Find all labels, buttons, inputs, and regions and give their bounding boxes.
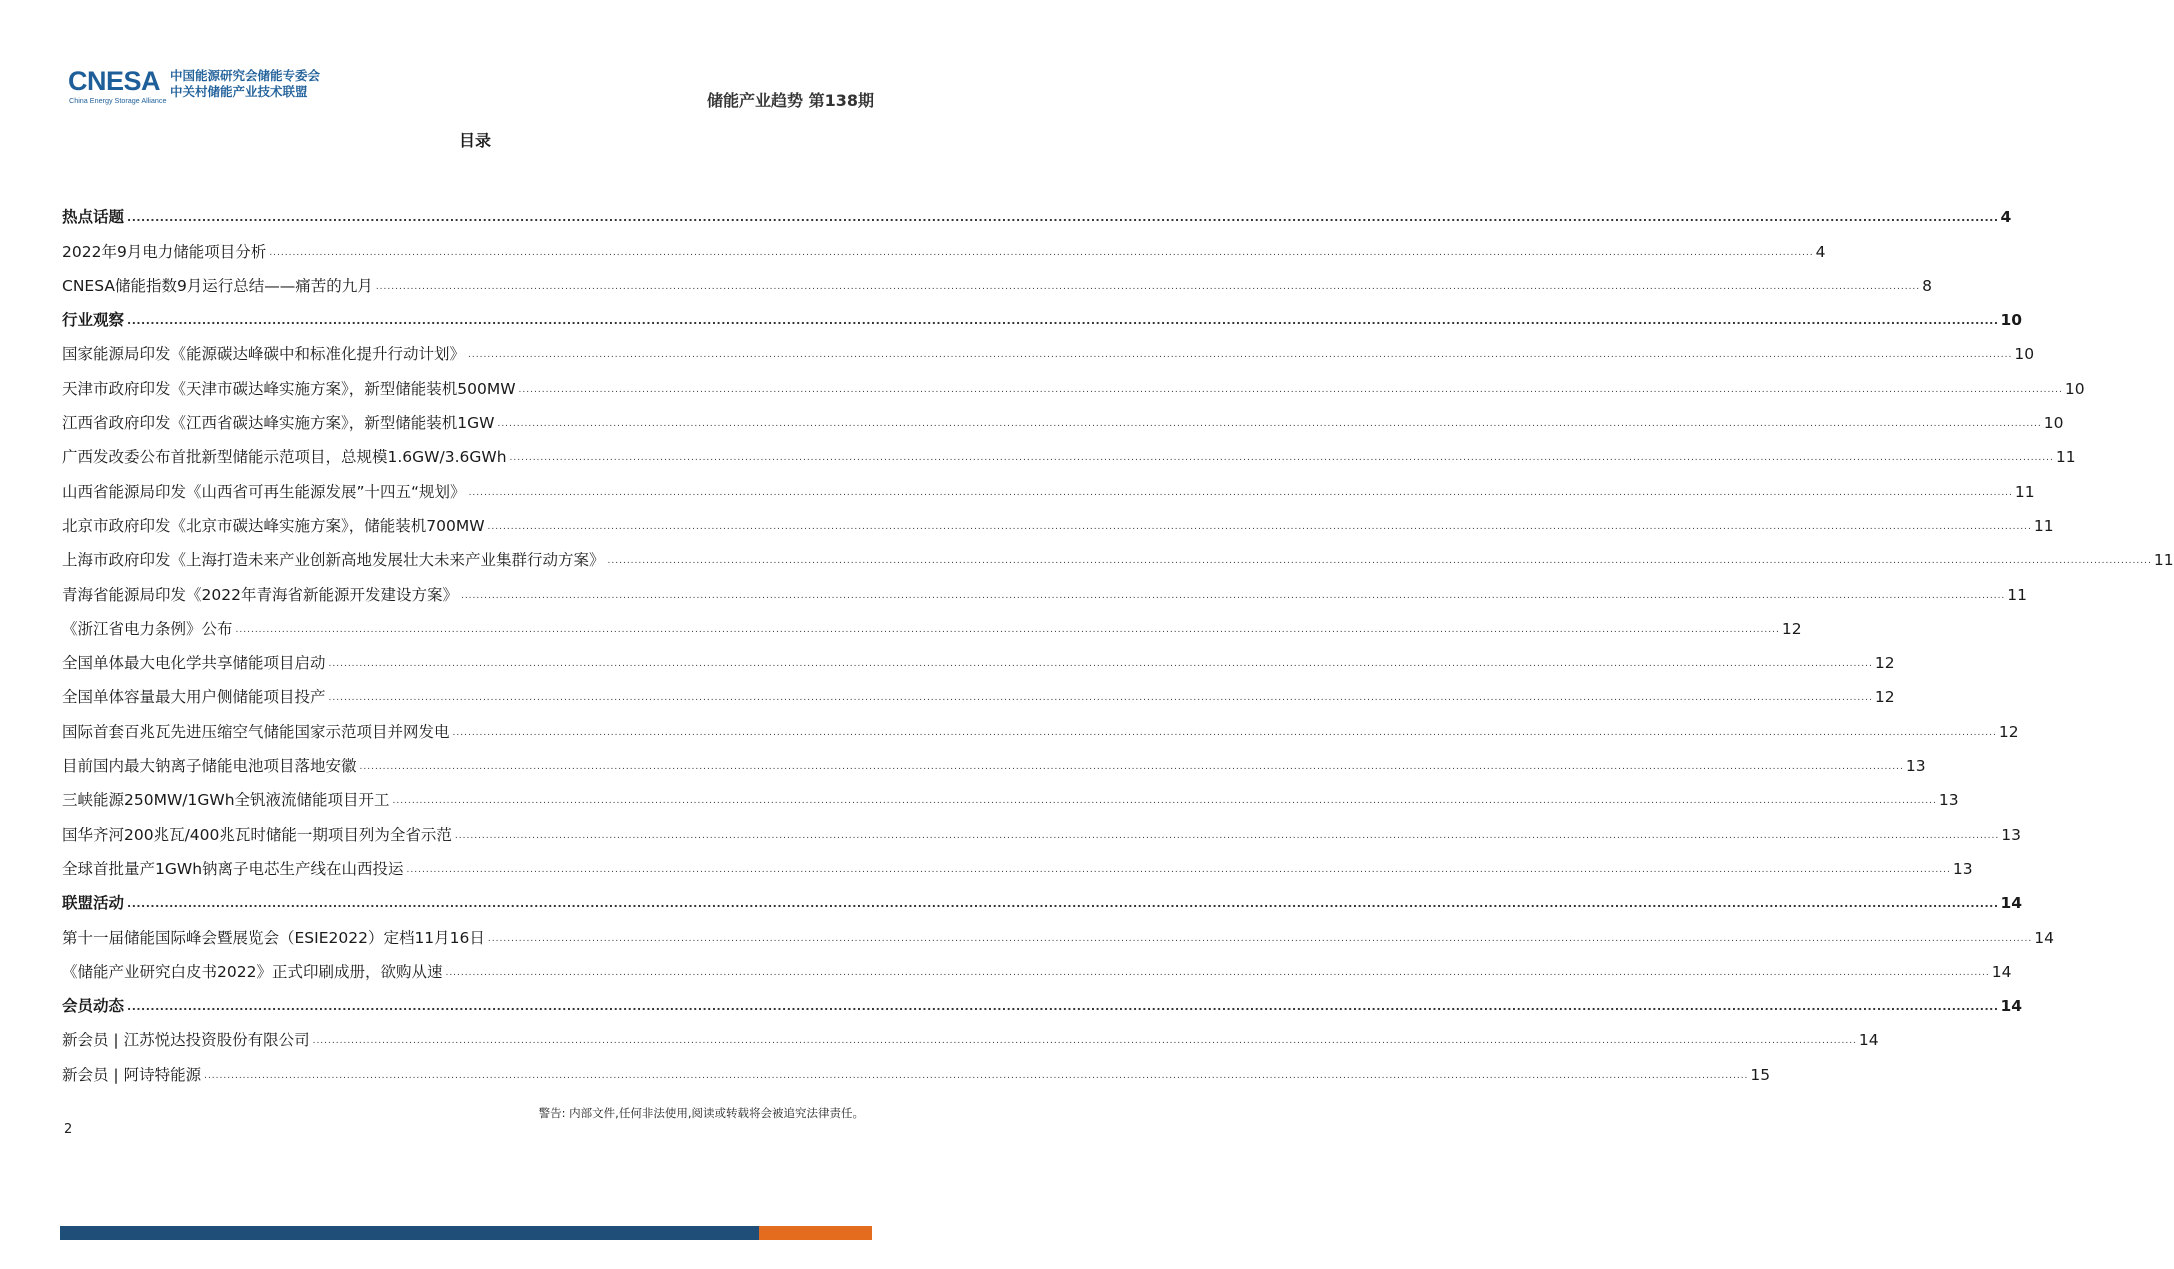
toc-entry[interactable]: [62, 502, 2054, 536]
toc-entry-page: 14: [2000, 997, 2023, 1016]
toc-entry-page: 12: [1874, 688, 1895, 707]
toc-leader: ................................................................................................................................................................................................................................................................................................................................................................................................................: [445, 967, 1990, 978]
toc-entry-page: 11: [2033, 516, 2054, 535]
toc-entry[interactable]: [62, 364, 2085, 398]
toc-leader: ................................................................................................................................................................................................................................................................................................................................................................................................................: [328, 659, 1873, 670]
toc-entry[interactable]: [62, 1050, 1771, 1084]
cnesa-logo: [68, 66, 348, 110]
toc-section-hot-topics[interactable]: [62, 193, 2012, 227]
toc-entry-title: 北京市政府印发《北京市碳达峰实施方案》，储能装机700MW: [62, 516, 485, 535]
toc-entry[interactable]: [62, 673, 1895, 707]
toc-entry-page: 10: [2000, 311, 2023, 330]
toc-entry[interactable]: [62, 330, 2035, 364]
toc-entry-page: 13: [1952, 859, 1973, 878]
toc-entry[interactable]: [62, 776, 1959, 810]
toc-entry-title: 全球首批量产1GWh钠离子电芯生产线在山西投运: [62, 859, 404, 878]
logo-mark-text: CNESA: [68, 66, 161, 96]
toc-entry-page: 11: [2153, 551, 2174, 570]
toc-entry[interactable]: [62, 913, 2054, 947]
toc-entry-title: CNESA储能指数9月运行总结——痛苦的九月: [62, 276, 373, 295]
toc-entry[interactable]: [62, 845, 1973, 879]
toc-entry-page: 12: [1874, 654, 1895, 673]
toc-entry[interactable]: [62, 433, 2076, 467]
toc-entry[interactable]: [62, 742, 1926, 776]
toc-entry-title: 《储能产业研究白皮书2022》正式印刷成册，欲购从速: [62, 962, 443, 981]
toc-entry-title: 新会员 | 江苏悦达投资股份有限公司: [62, 1031, 310, 1050]
toc-entry[interactable]: [62, 467, 2035, 501]
toc-entry-title: 江西省政府印发《江西省碳达峰实施方案》，新型储能装机1GW: [62, 414, 495, 433]
toc-entry-title: 《浙江省电力条例》公布: [62, 619, 233, 638]
logo-cn-line2: 中关村储能产业技术联盟: [170, 84, 308, 99]
toc-entry-page: 8: [1922, 276, 1933, 295]
toc-entry-page: 15: [1750, 1065, 1771, 1084]
toc-entry[interactable]: [62, 707, 2019, 741]
toc-entry-title: 山西省能源局印发《山西省可再生能源发展”十四五“规划》: [62, 482, 466, 501]
toc-title: 目录: [458, 131, 491, 150]
toc-entry-title: 国家能源局印发《能源碳达峰碳中和标准化提升行动计划》: [62, 345, 466, 364]
toc-section-industry-observation[interactable]: [62, 296, 2023, 330]
toc-entry-title: 2022年9月电力储能项目分析: [62, 242, 267, 261]
issue-title: 储能产业趋势 第138期: [707, 91, 874, 110]
toc-leader: ................................................................................................................................................................................................................................................................................................................................................................................................................: [127, 1000, 1999, 1014]
toc-entry-title: 联盟活动: [62, 894, 125, 913]
toc-section-member-news[interactable]: [62, 982, 2023, 1016]
toc-entry-title: 国华齐河200兆瓦/400兆瓦时储能一期项目列为全省示范: [62, 825, 452, 844]
toc-leader: ................................................................................................................................................................................................................................................................................................................................................................................................................: [127, 897, 1999, 911]
toc-entry[interactable]: [62, 262, 1933, 296]
toc-leader: ................................................................................................................................................................................................................................................................................................................................................................................................................: [127, 314, 1999, 328]
toc-entry[interactable]: [62, 605, 1802, 639]
toc-entry-title: 青海省能源局印发《2022年青海省新能源开发建设方案》: [62, 585, 458, 604]
toc-entry-title: 三峡能源250MW/1GWh全钒液流储能项目开工: [62, 791, 390, 810]
toc-leader: ................................................................................................................................................................................................................................................................................................................................................................................................................: [487, 933, 2033, 944]
toc-leader: ................................................................................................................................................................................................................................................................................................................................................................................................................: [392, 796, 1937, 807]
toc-entry-title: 全国单体容量最大用户侧储能项目投产: [62, 688, 326, 707]
toc-leader: ................................................................................................................................................................................................................................................................................................................................................................................................................: [487, 521, 2032, 532]
logo-subtitle: China Energy Storage Alliance: [69, 96, 167, 105]
toc-entry-page: 13: [1905, 757, 1926, 776]
toc-entry-page: 11: [2007, 585, 2028, 604]
toc-entry[interactable]: [62, 536, 2174, 570]
toc-entry-title: 行业观察: [62, 311, 125, 330]
toc-leader: ................................................................................................................................................................................................................................................................................................................................................................................................................: [204, 1070, 1749, 1081]
toc-leader: ................................................................................................................................................................................................................................................................................................................................................................................................................: [127, 211, 1999, 225]
toc-leader: ................................................................................................................................................................................................................................................................................................................................................................................................................: [460, 590, 2006, 601]
toc-entry-title: 第十一届储能国际峰会暨展览会（ESIE2022）定档11月16日: [62, 928, 485, 947]
toc-entry-page: 14: [2034, 928, 2054, 947]
logo-cn-line1: 中国能源研究会储能专委会: [170, 68, 321, 83]
toc-entry[interactable]: [62, 1016, 1879, 1050]
toc-leader: ................................................................................................................................................................................................................................................................................................................................................................................................................: [452, 727, 1997, 738]
toc-entry-title: 会员动态: [62, 997, 125, 1016]
toc-entry-title: 天津市政府印发《天津市碳达峰实施方案》，新型储能装机500MW: [62, 379, 516, 398]
footer-bar-blue: [60, 1226, 759, 1240]
toc-entry-page: 4: [1815, 242, 1826, 261]
toc-leader: ................................................................................................................................................................................................................................................................................................................................................................................................................: [269, 247, 1814, 258]
logo-mark: [68, 66, 160, 96]
page-number: 2: [64, 1122, 73, 1137]
toc-leader: ................................................................................................................................................................................................................................................................................................................................................................................................................: [406, 864, 1951, 875]
toc-leader: ................................................................................................................................................................................................................................................................................................................................................................................................................: [312, 1036, 1857, 1047]
legal-warning: 警告: 内部文件,任何非法使用,阅读或转载将会被追究法律责任。: [538, 1106, 864, 1120]
toc-entry-title: 新会员 | 阿诗特能源: [62, 1065, 202, 1084]
toc-entry-title: 热点话题: [62, 208, 125, 227]
footer-bar-orange: [759, 1226, 872, 1240]
toc-entry-page: 10: [2014, 345, 2035, 364]
toc-entry-page: 14: [1858, 1031, 1879, 1050]
toc-leader: ................................................................................................................................................................................................................................................................................................................................................................................................................: [468, 350, 2013, 361]
toc-entry-page: 4: [2000, 208, 2012, 227]
toc-leader: ................................................................................................................................................................................................................................................................................................................................................................................................................: [497, 419, 2042, 430]
toc-entry-page: 14: [1991, 962, 2012, 981]
toc-entry-page: 10: [2043, 414, 2064, 433]
toc-entry-page: 12: [1998, 722, 2019, 741]
toc-entry[interactable]: [62, 227, 1826, 261]
toc-leader: ................................................................................................................................................................................................................................................................................................................................................................................................................: [359, 762, 1904, 773]
toc-entry[interactable]: [62, 948, 2012, 982]
toc-entry-page: 13: [2001, 825, 2021, 844]
toc-leader: ................................................................................................................................................................................................................................................................................................................................................................................................................: [235, 624, 1780, 635]
toc-leader: ................................................................................................................................................................................................................................................................................................................................................................................................................: [328, 693, 1873, 704]
toc-leader: ................................................................................................................................................................................................................................................................................................................................................................................................................: [518, 384, 2063, 395]
toc-entry-page: 12: [1781, 619, 1802, 638]
toc-leader: ................................................................................................................................................................................................................................................................................................................................................................................................................: [375, 281, 1921, 292]
table-of-contents: [62, 193, 2174, 1085]
toc-entry[interactable]: [62, 399, 2064, 433]
toc-entry-title: 广西发改委公布首批新型储能示范项目，总规模1.6GW/3.6GWh: [62, 448, 507, 467]
logo-chinese-name: [170, 68, 320, 100]
toc-entry-title: 全国单体最大电化学共享储能项目启动: [62, 654, 326, 673]
toc-entry[interactable]: [62, 810, 2021, 844]
footer-color-bar: [60, 1226, 872, 1240]
toc-entry-page: 11: [2055, 448, 2076, 467]
toc-entry-page: 10: [2064, 379, 2085, 398]
toc-entry-page: 13: [1938, 791, 1959, 810]
toc-leader: ................................................................................................................................................................................................................................................................................................................................................................................................................: [607, 556, 2152, 567]
toc-leader: ................................................................................................................................................................................................................................................................................................................................................................................................................: [509, 453, 2054, 464]
toc-entry[interactable]: [62, 570, 2028, 604]
toc-entry-page: 11: [2014, 482, 2035, 501]
toc-leader: ................................................................................................................................................................................................................................................................................................................................................................................................................: [454, 830, 2000, 841]
toc-entry-title: 上海市政府印发《上海打造未来产业创新高地发展壮大未来产业集群行动方案》: [62, 551, 605, 570]
toc-entry-page: 14: [2000, 894, 2023, 913]
page-header: [0, 0, 950, 130]
toc-leader: ................................................................................................................................................................................................................................................................................................................................................................................................................: [468, 487, 2013, 498]
toc-entry-title: 目前国内最大钠离子储能电池项目落地安徽: [62, 757, 357, 776]
toc-entry[interactable]: [62, 639, 1895, 673]
toc-entry-title: 国际首套百兆瓦先进压缩空气储能国家示范项目并网发电: [62, 722, 450, 741]
toc-section-alliance-activities[interactable]: [62, 879, 2023, 913]
